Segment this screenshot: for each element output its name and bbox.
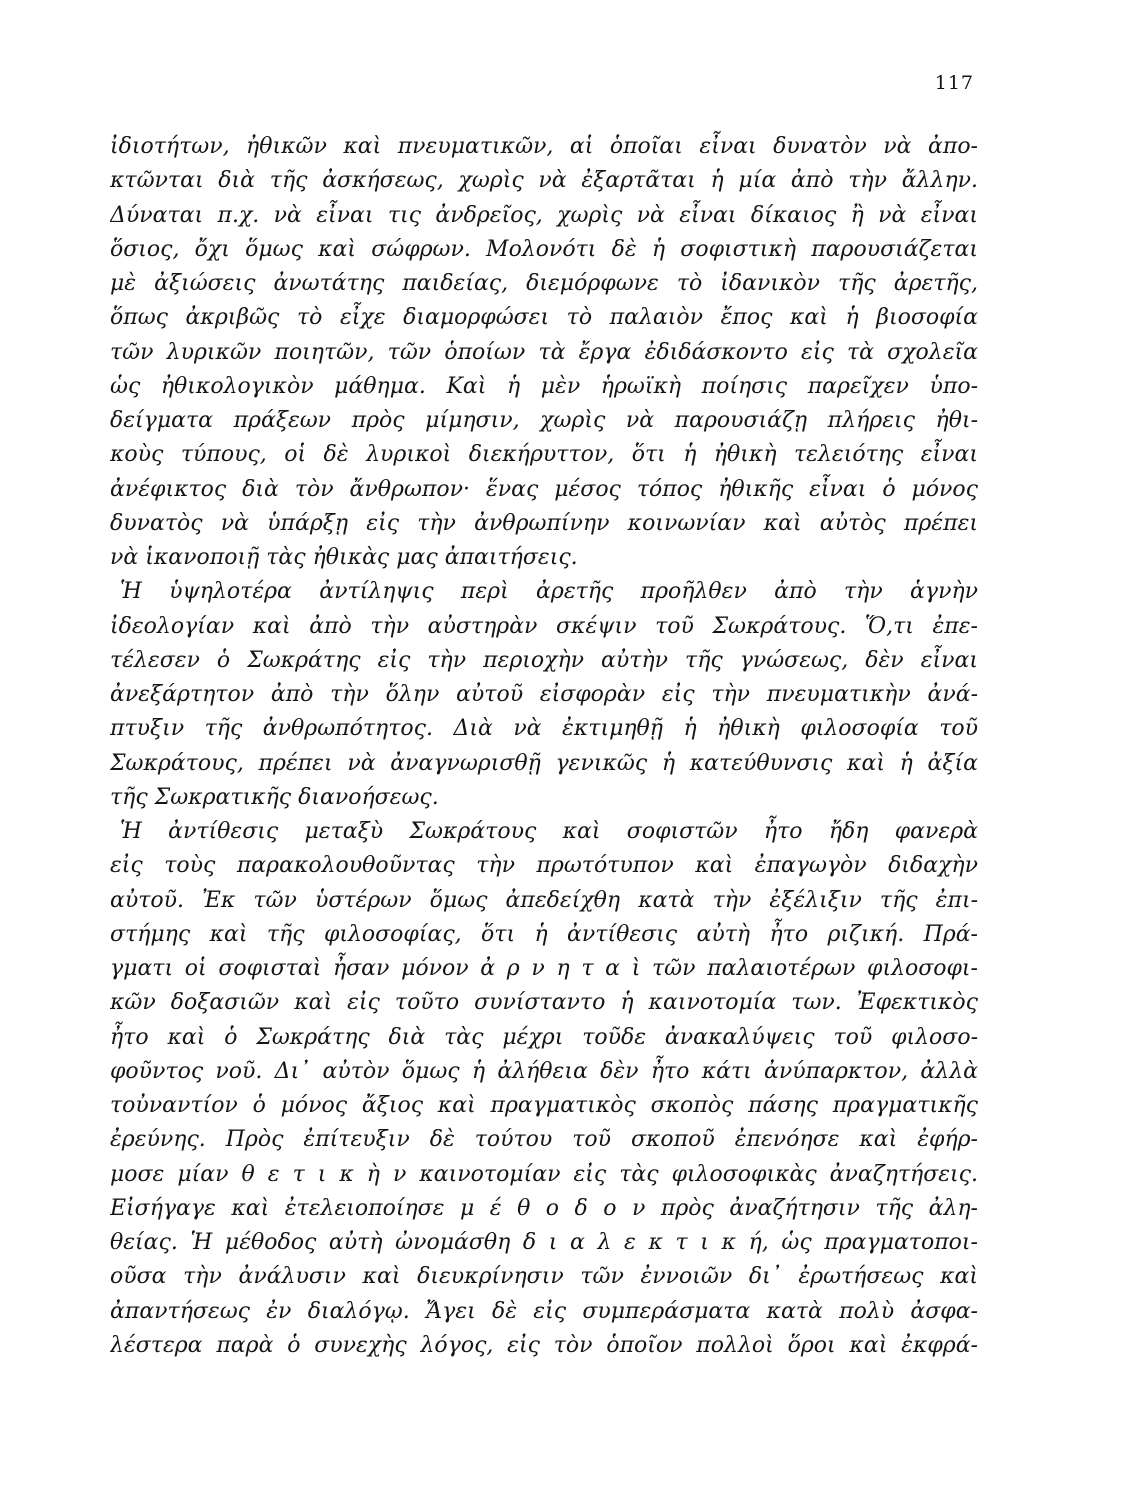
text-line: Ἡ ἀντίθεσις μεταξὺ Σωκράτους καὶ σοφιστῶν ἦτο ἤδη φανερὰ [120,819,978,844]
text-line: τῶν λυρικῶν ποιητῶν, τῶν ὁποίων τὰ ἔργα ἐδιδάσκοντο εἰς τὰ σχολεῖα [110,339,978,365]
text-line: πτυξιν τῆς ἀνθρωπότητος. Διὰ νὰ ἐκτιμηθῇ ἡ ἠθικὴ φιλοσοφία τοῦ [110,716,978,742]
text-line: ἀνέφικτος διὰ τὸν ἄνθρωπον· ἕνας μέσος τόπος ἠθικῆς εἶναι ὁ μόνος [110,476,978,502]
text-line: ἰδεολογίαν καὶ ἀπὸ τὴν αὐστηρὰν σκέψιν τοῦ Σωκράτους. Ὅ,τι ἐπε- [110,613,978,639]
text-line: Σωκράτους, πρέπει νὰ ἀναγνωρισθῇ γενικῶς ἡ κατεύθυνσις καὶ ἡ ἀξία [110,750,978,776]
text-line: τοὐναντίον ὁ μόνος ἄξιος καὶ πραγματικὸς σκοπὸς πάσης πραγματικῆς [110,1093,978,1118]
text-line: μὲ ἀξιώσεις ἀνωτάτης παιδείας, διεμόρφωνε τὸ ἰδανικὸν τῆς ἀρετῆς, [110,271,978,296]
text-line: ὅπως ἀκριβῶς τὸ εἶχε διαμορφώσει τὸ παλαιὸν ἔπος καὶ ἡ βιοσοφία [110,305,978,331]
text-line: Ἡ ὑψηλοτέρα ἀντίληψις περὶ ἀρετῆς προῆλθεν ἀπὸ τὴν ἁγνὴν [120,579,978,605]
text-line: ὅσιος, ὄχι ὅμως καὶ σώφρων. Μολονότι δὲ ἡ σοφιστικὴ παρουσιάζεται [110,236,978,262]
text-line: θείας. Ἡ μέθοδος αὐτὴ ὠνομάσθη δ ι α λ ε κ τ ι κ ή, ὡς πραγματοποι- [110,1230,978,1255]
text-line: γματι οἱ σοφισταὶ ἦσαν μόνον ἀ ρ ν η τ α ὶ τῶν παλαιοτέρων φιλοσοφι- [110,956,978,981]
text-line: τέλεσεν ὁ Σωκράτης εἰς τὴν περιοχὴν αὐτὴν τῆς γνώσεως, δὲν εἶναι [110,647,978,673]
text-line: ὡς ἠθικολογικὸν μάθημα. Καὶ ἡ μὲν ἡρωϊκὴ ποίησις παρεῖχεν ὑπο- [110,373,978,399]
text-line: ἦτο καὶ ὁ Σωκράτης διὰ τὰς μέχρι τοῦδε ἀνακαλύψεις τοῦ φιλοσο- [110,1024,978,1050]
text-line: Δύναται π.χ. νὰ εἶναι τις ἀνδρεῖος, χωρὶς νὰ εἶναι δίκαιος ἢ νὰ εἶναι [110,202,978,228]
text-line: δείγματα πράξεων πρὸς μίμησιν, χωρὶς νὰ παρουσιάζῃ πλήρεις ἠθι- [110,408,978,433]
text-line: στήμης καὶ τῆς φιλοσοφίας, ὅτι ἡ ἀντίθεσις αὐτὴ ἦτο ριζική. Πρά- [110,921,978,947]
text-line: δυνατὸς νὰ ὑπάρξῃ εἰς τὴν ἀνθρωπίνην κοινωνίαν καὶ αὐτὸς πρέπει [110,510,978,536]
text-line: κτῶνται διὰ τῆς ἀσκήσεως, χωρὶς νὰ ἐξαρτᾶται ἡ μία ἀπὸ τὴν ἄλλην. [110,168,978,194]
text-line: ἐρεύνης. Πρὸς ἐπίτευξιν δὲ τούτου τοῦ σκοποῦ ἐπενόησε καὶ ἐφήρ- [110,1127,978,1153]
text-line: λέστερα παρὰ ὁ συνεχὴς λόγος, εἰς τὸν ὁποῖον πολλοὶ ὅροι καὶ ἐκφρά- [110,1332,978,1358]
page-number: 117 [934,72,974,94]
text-line: εἰς τοὺς παρακολουθοῦντας τὴν πρωτότυπον καὶ ἐπαγωγὸν διδαχὴν [110,853,978,879]
text-line: τῆς Σωκρατικῆς διανοήσεως. [110,784,439,810]
text-line: κοὺς τύπους, οἱ δὲ λυρικοὶ διεκήρυττον, ὅτι ἡ ἠθικὴ τελειότης εἶναι [110,442,978,468]
text-line: ἀνεξάρτητον ἀπὸ τὴν ὅλην αὐτοῦ εἰσφορὰν εἰς τὴν πνευματικὴν ἀνά- [110,682,978,707]
text-line: μοσε μίαν θ ε τ ι κ ὴ ν καινοτομίαν εἰς τὰς φιλοσοφικὰς ἀναζητήσεις. [110,1161,978,1187]
text-line: οῦσα τὴν ἀνάλυσιν καὶ διευκρίνησιν τῶν ἐννοιῶν δι᾽ ἐρωτήσεως καὶ [110,1264,978,1290]
text-line: ἰδιοτήτων, ἠθικῶν καὶ πνευματικῶν, αἱ ὁποῖαι εἶναι δυνατὸν νὰ ἀπο- [110,134,978,159]
text-line: αὐτοῦ. Ἐκ τῶν ὑστέρων ὅμως ἀπεδείχθη κατὰ τὴν ἐξέλιξιν τῆς ἐπι- [110,887,978,913]
text-line: ἀπαντήσεως ἐν διαλόγῳ. Ἄγει δὲ εἰς συμπεράσματα κατὰ πολὺ ἀσφα- [110,1298,978,1324]
text-line: φοῦντος νοῦ. Δι᾽ αὐτὸν ὅμως ἡ ἀλήθεια δὲν ἦτο κάτι ἀνύπαρκτον, ἀλλὰ [110,1058,978,1084]
text-line: Εἰσήγαγε καὶ ἐτελειοποίησε μ έ θ ο δ ο ν πρὸς ἀναζήτησιν τῆς ἀλη- [110,1195,978,1221]
text-line: νὰ ἱκανοποιῇ τὰς ἠθικὰς μας ἀπαιτήσεις. [110,545,578,570]
body-text [110,130,978,1363]
text-line: κῶν δοξασιῶν καὶ εἰς τοῦτο συνίσταντο ἡ καινοτομία των. Ἐφεκτικὸς [110,990,978,1016]
